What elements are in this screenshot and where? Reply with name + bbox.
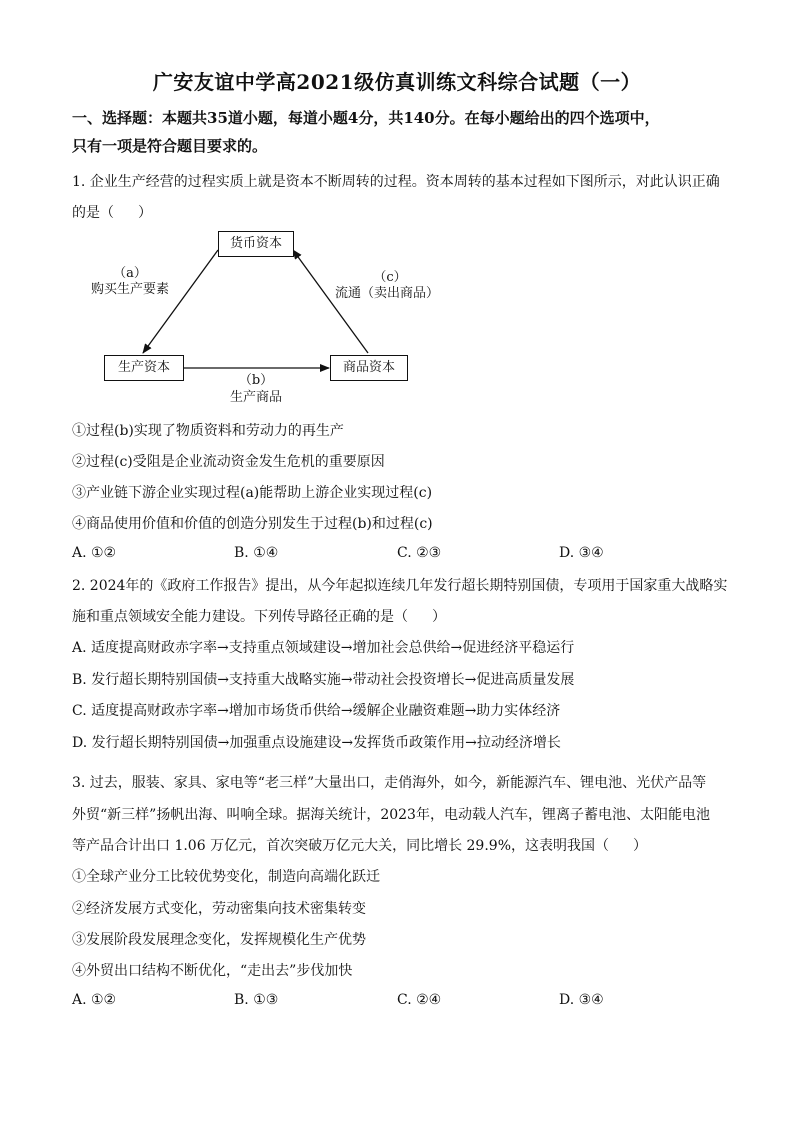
box-money-capital: 货币资本 [218,231,294,257]
q1-stem-text: 的是（ [72,205,114,221]
q2-stem-line2 [72,607,446,627]
q1-option-d[interactable]: D. ③④ [559,545,604,561]
q3-statement: ③发展阶段发展理念变化，发挥规模化生产优势 [72,932,366,948]
label-a-text: 购买生产要素 [90,282,169,297]
q3-options [72,992,732,1012]
section-heading-line2: 只有一项是符合题目要求的。 [72,137,268,155]
label-c-text: 流通（卖出商品） [334,286,439,301]
q3-stem-line2: 外贸“新三样”扬帆出海、叫响全球。据海关统计，2023年，电动载人汽车，锂离子蓄电池、太阳能电池 [72,807,710,823]
q3-stem-line3 [72,836,647,856]
q3-stem-text: 等产品合计出口 1.06 万亿元，首次突破万亿元大关，同比增长 29.9%，这表明我国（ [72,838,609,854]
q1-stem-line1: 1. 企业生产经营的过程实质上就是资本不断周转的过程。资本周转的基本过程如下图所示，对此认识正确 [72,174,720,190]
q3-option-c[interactable]: C. ②④ [397,992,442,1008]
q3-stem-close: ） [633,838,647,854]
q1-option-a[interactable]: A. ①② [72,545,117,561]
q3-statement: ④外贸出口结构不断优化，“走出去”步伐加快 [72,963,353,979]
label-b-text: 生产商品 [229,390,282,405]
arrow-a [143,250,218,353]
q3-statement: ②经济发展方式变化，劳动密集向技术密集转变 [72,901,366,917]
q2-stem-text: 施和重点领域安全能力建设。下列传导路径正确的是（ [72,609,408,625]
q3-stem-line1: 3. 过去，服装、家具、家电等“老三样”大量出口，走俏海外，如今，新能源汽车、锂电池、光伏产品等 [72,775,707,791]
q1-statement: ④商品使用价值和价值的创造分别发生于过程(b)和过程(c) [72,516,433,532]
q1-options [72,545,732,565]
q2-stem-close: ） [432,609,446,625]
section-heading-line1: 一、选择题：本题共35道小题，每道小题4分，共140分。在每小题给出的四个选项中， [72,109,660,127]
q1-statement: ①过程(b)实现了物质资料和劳动力的再生产 [72,423,344,439]
q3-option-d[interactable]: D. ③④ [559,992,604,1008]
q1-statement: ②过程(c)受阻是企业流动资金发生危机的重要原因 [72,454,385,470]
box-production-capital: 生产资本 [104,355,184,381]
q1-option-c[interactable]: C. ②③ [397,545,442,561]
exam-title: 广安友谊中学高2021级仿真训练文科综合试题（一） [152,70,642,94]
q3-option-b[interactable]: B. ①③ [234,992,279,1008]
q1-stem-close: ） [138,205,152,221]
q2-option-d[interactable]: D. 发行超长期特别国债→加强重点设施建设→发挥货币政策作用→拉动经济增长 [72,735,561,751]
q3-statement: ①全球产业分工比较优势变化，制造向高端化跃迁 [72,869,380,885]
label-b-tag: （b） [238,373,274,388]
q2-option-c[interactable]: C. 适度提高财政赤字率→增加市场货币供给→缓解企业融资难题→助力实体经济 [72,703,561,719]
q2-option-b[interactable]: B. 发行超长期特别国债→支持重大战略实施→带动社会投资增长→促进高质量发展 [72,672,575,688]
q1-statement: ③产业链下游企业实现过程(a)能帮助上游企业实现过程(c) [72,485,433,501]
q2-stem-line1: 2. 2024年的《政府工作报告》提出，从今年起拟连续几年发行超长期特别国债，专项用于国家重大战略实 [72,578,728,594]
q2-option-a[interactable]: A. 适度提高财政赤字率→支持重点领域建设→增加社会总供给→促进经济平稳运行 [72,640,575,656]
q3-option-a[interactable]: A. ①② [72,992,117,1008]
arrow-c [293,250,368,353]
label-c-tag: （c） [373,270,407,285]
q1-option-b[interactable]: B. ①④ [234,545,279,561]
label-a-tag: （a） [113,266,147,281]
box-commodity-capital: 商品资本 [330,355,408,381]
